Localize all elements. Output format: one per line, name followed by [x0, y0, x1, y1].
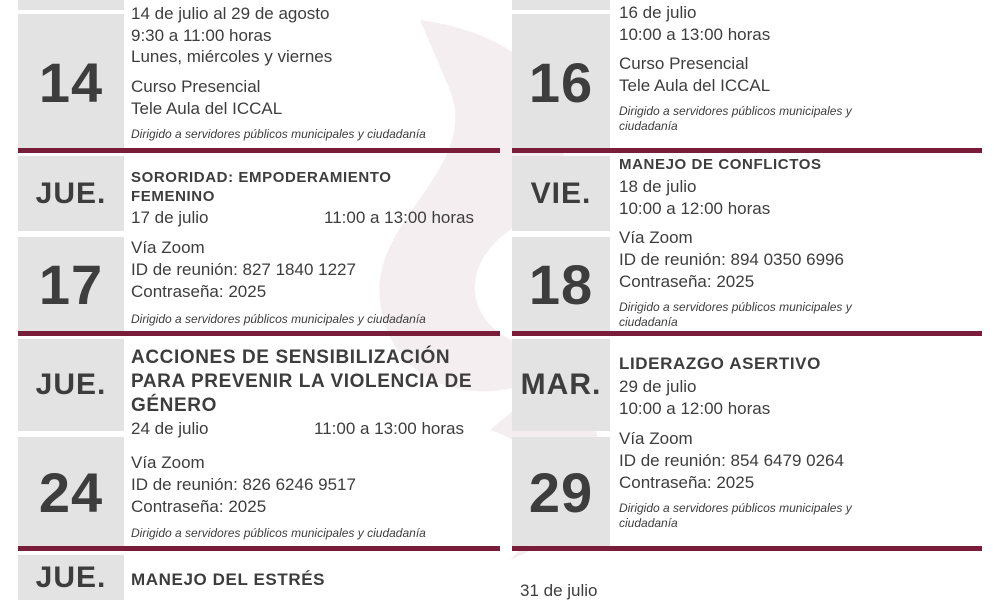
- day-of-week-box: [512, 0, 610, 10]
- meeting-password: Contraseña: 2025: [131, 497, 267, 516]
- meeting-password: Contraseña: 2025: [619, 473, 755, 492]
- meeting-password: Contraseña: 2025: [131, 282, 267, 301]
- day-number: 18: [528, 253, 594, 316]
- course-time: 11:00 a 13:00 horas: [314, 419, 464, 438]
- course-audience: Dirigido a servidores públicos municipales y ciudadanía: [131, 127, 426, 141]
- course-date: 29 de julio: [619, 377, 697, 396]
- row-separator: [18, 148, 500, 153]
- course-audience: Dirigido a servidores públicos municipales y: [619, 501, 852, 515]
- course-mode: Vía Zoom: [619, 429, 693, 448]
- day-number-box: [512, 437, 610, 547]
- course-mode: Vía Zoom: [131, 238, 205, 257]
- day-number: 14: [38, 50, 104, 114]
- meeting-id: ID de reunión: 894 0350 6996: [619, 250, 844, 269]
- meeting-id: ID de reunión: 854 6479 0264: [619, 451, 844, 470]
- day-number-box: [18, 14, 124, 150]
- course-title: FEMENINO: [131, 188, 215, 205]
- course-time: 11:00 a 13:00 horas: [324, 208, 474, 227]
- day-of-week-box: [512, 339, 610, 431]
- day-of-week-box: [512, 156, 610, 231]
- row-separator: [512, 331, 982, 336]
- meeting-password: Contraseña: 2025: [619, 272, 755, 291]
- course-place: Tele Aula del ICCAL: [131, 99, 283, 118]
- course-place: Tele Aula del ICCAL: [619, 76, 771, 95]
- day-of-week: JUE.: [35, 560, 107, 594]
- course-title: MANEJO DE CONFLICTOS: [619, 156, 822, 173]
- day-number-box: [18, 237, 124, 332]
- day-number: 17: [38, 253, 104, 316]
- course-date: 16 de julio: [619, 3, 697, 22]
- course-date: 17 de julio: [131, 208, 209, 227]
- day-of-week-box: [18, 339, 124, 431]
- day-of-week: VIE.: [530, 176, 592, 210]
- course-mode: Curso Presencial: [131, 77, 261, 96]
- course-title: SORORIDAD: EMPODERAMIENTO: [131, 169, 392, 186]
- row-separator: [512, 546, 982, 551]
- course-date: 31 de julio: [520, 581, 598, 600]
- row-separator: [18, 331, 500, 336]
- course-time: 10:00 a 12:00 horas: [619, 399, 771, 418]
- course-days: Lunes, miércoles y viernes: [131, 47, 333, 66]
- course-title: ACCIONES DE SENSIBILIZACIÓN: [131, 347, 451, 368]
- course-audience: ciudadanía: [619, 315, 678, 329]
- course-audience: Dirigido a servidores públicos municipales y ciudadanía: [131, 312, 426, 326]
- day-number-box: [18, 437, 124, 547]
- course-audience: Dirigido a servidores públicos municipales y: [619, 300, 852, 314]
- course-time: 10:00 a 13:00 horas: [619, 25, 771, 44]
- row-separator: [512, 148, 982, 153]
- day-of-week-box: [18, 156, 124, 231]
- course-audience: Dirigido a servidores públicos municipales y ciudadanía: [131, 526, 426, 540]
- course-audience: Dirigido a servidores públicos municipales y: [619, 104, 852, 118]
- day-of-week-box: [18, 0, 124, 10]
- course-audience: ciudadanía: [619, 516, 678, 530]
- day-number: 24: [38, 460, 104, 524]
- day-number-box: [512, 14, 610, 150]
- day-number: 29: [528, 460, 594, 524]
- course-mode: Vía Zoom: [619, 228, 693, 247]
- meeting-id: ID de reunión: 826 6246 9517: [131, 475, 356, 494]
- course-mode: Curso Presencial: [619, 54, 749, 73]
- course-title: GÉNERO: [131, 395, 217, 416]
- course-dates: 14 de julio al 29 de agosto: [131, 4, 330, 23]
- course-mode: Vía Zoom: [131, 453, 205, 472]
- course-title: LIDERAZGO ASERTIVO: [619, 354, 821, 373]
- course-audience: ciudadanía: [619, 119, 678, 133]
- day-of-week: JUE.: [35, 176, 107, 210]
- meeting-id: ID de reunión: 827 1840 1227: [131, 260, 356, 279]
- day-number: 16: [528, 50, 594, 114]
- day-of-week: JUE.: [35, 368, 107, 401]
- day-of-week: MAR.: [520, 368, 602, 401]
- course-time: 9:30 a 11:00 horas: [131, 26, 272, 45]
- course-title: PARA PREVENIR LA VIOLENCIA DE: [131, 371, 473, 392]
- row-separator: [18, 546, 500, 551]
- course-title: MANEJO DEL ESTRÉS: [131, 570, 326, 589]
- course-time: 10:00 a 12:00 horas: [619, 199, 771, 218]
- course-date: 18 de julio: [619, 177, 697, 196]
- day-number-box: [512, 237, 610, 332]
- course-date: 24 de julio: [131, 419, 209, 438]
- day-of-week-box: [18, 555, 124, 600]
